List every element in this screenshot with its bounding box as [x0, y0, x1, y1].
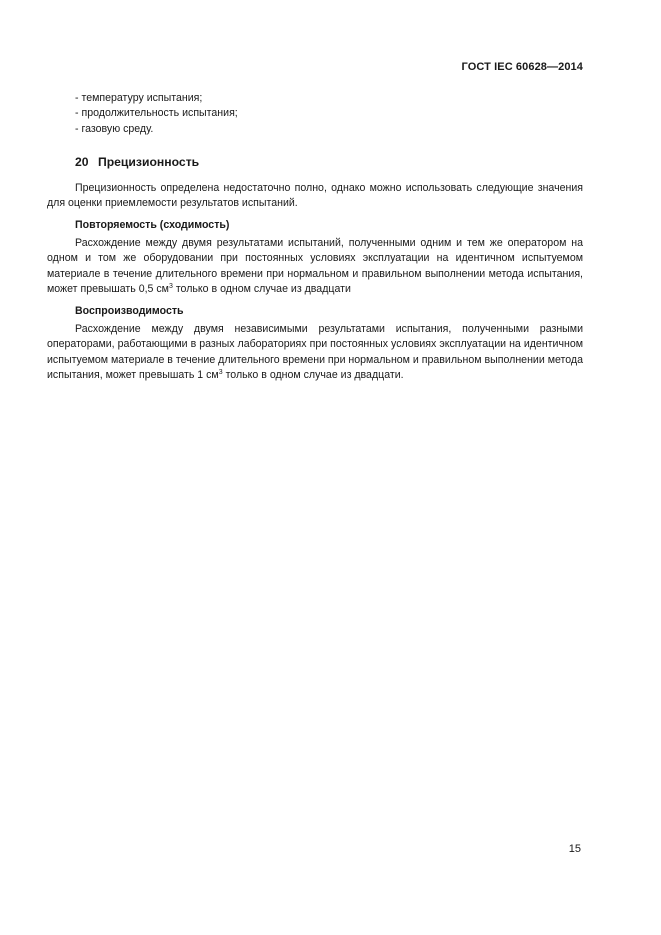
superscript: 3 [168, 283, 173, 291]
reproducibility-text: Расхождение между двумя независимыми результатами испытания, полученными разными операторами, работающими в разных лабораториях при постоянных условиях эксплуатации на идентичном испытуемом материале в течение длительного времени при нормальном и правильном выполнении метода испытания, может превышать 1 см [47, 322, 583, 382]
list-item: - температуру испытания; [75, 92, 203, 104]
section-heading [75, 155, 583, 170]
parameter-list [75, 91, 583, 137]
repeatability-text: Расхождение между двумя результатами испытаний, полученными одним и тем же оператором на одном и том же оборудовании при постоянных условиях эксплуатации на идентичном испытуемом материале в течение длительного времени при нормальном и правильном выполнении метода испытания, может превышать 0,5 см [47, 236, 583, 296]
repeatability-text-end: только в одном случае из двадцати [172, 283, 351, 296]
section-number: 20 [75, 155, 89, 170]
repeatability-paragraph [47, 236, 583, 298]
superscript: 3 [218, 369, 223, 377]
section-title: Прецизионность [97, 155, 200, 170]
section-intro-paragraph: Прецизионность определена недостаточно полно, однако можно использовать следующие значения для оценки приемлемости результатов испытаний. [47, 181, 583, 210]
repeatability-heading: Повторяемость (сходимость) [75, 219, 230, 232]
list-item: - газовую среду. [75, 122, 154, 135]
list-item: - продолжительность испытания; [75, 107, 238, 120]
reproducibility-text-end: только в одном случае из двадцати. [222, 369, 404, 382]
reproducibility-paragraph [47, 322, 583, 384]
page-number: 15 [568, 843, 581, 855]
page-content [47, 91, 583, 384]
reproducibility-heading: Воспроизводимость [75, 305, 184, 318]
document-header: ГОСТ IEC 60628—2014 [461, 61, 583, 73]
